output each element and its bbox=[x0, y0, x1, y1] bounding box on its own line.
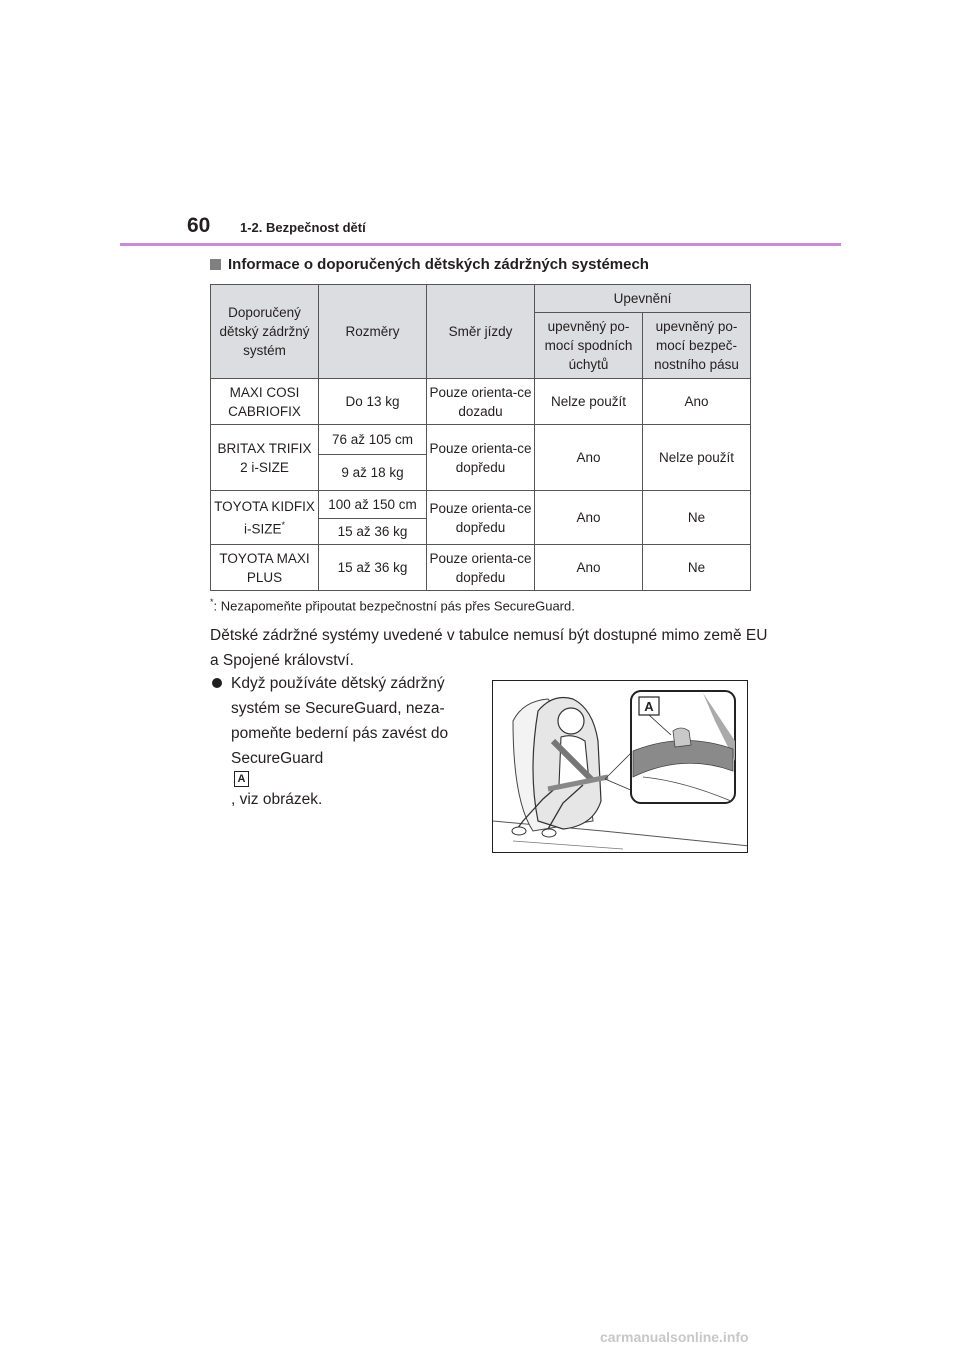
section-heading-text: Informace o doporučených dětských zádržných systémech bbox=[228, 256, 649, 273]
bullet-line-post: , viz obrázek. bbox=[231, 791, 323, 808]
bullet-line: pomeňte bederní pás zavést do bbox=[231, 725, 449, 742]
cell-lower: Ano bbox=[535, 491, 643, 545]
bullet-text bbox=[231, 671, 470, 812]
cell-system: TOYOTA MAXI PLUS bbox=[211, 545, 319, 591]
bullet-line: Když používáte dětský zádržný bbox=[231, 675, 445, 692]
cell-dims: 100 až 150 cm bbox=[319, 491, 427, 519]
cell-belt: Ne bbox=[643, 491, 751, 545]
header-mount-lower: upevněný po-mocí spodních úchytů bbox=[535, 313, 643, 379]
child-seat-illustration bbox=[493, 681, 748, 853]
callout-ref-a: A bbox=[234, 771, 249, 787]
footnote bbox=[210, 597, 575, 613]
footnote-mark: * bbox=[281, 519, 286, 530]
cell-system: MAXI COSI CABRIOFIX bbox=[211, 379, 319, 425]
table-row bbox=[211, 491, 751, 519]
header-system: Doporučený dětský zádržný systém bbox=[211, 285, 319, 379]
bullet-item bbox=[210, 671, 470, 812]
cell-dims: Do 13 kg bbox=[319, 379, 427, 425]
table-row bbox=[211, 425, 751, 455]
footnote-mark: * bbox=[210, 597, 214, 607]
table-row bbox=[211, 379, 751, 425]
header-mounting: Upevnění bbox=[535, 285, 751, 313]
restraint-table bbox=[210, 284, 751, 591]
cell-system: BRITAX TRIFIX 2 i-SIZE bbox=[211, 425, 319, 491]
cell-belt: Nelze použít bbox=[643, 425, 751, 491]
cell-lower: Ano bbox=[535, 425, 643, 491]
cell-direction: Pouze orienta-ce dozadu bbox=[427, 379, 535, 425]
cell-dims: 15 až 36 kg bbox=[319, 545, 427, 591]
square-bullet-icon bbox=[210, 259, 221, 270]
section-heading bbox=[210, 256, 649, 273]
cell-direction: Pouze orienta-ce dopředu bbox=[427, 491, 535, 545]
table-row bbox=[211, 545, 751, 591]
cell-dims: 15 až 36 kg bbox=[319, 519, 427, 545]
cell-belt: Ne bbox=[643, 545, 751, 591]
bullet-line: systém se SecureGuard, neza- bbox=[231, 700, 445, 717]
cell-direction: Pouze orienta-ce dopředu bbox=[427, 545, 535, 591]
cell-belt: Ano bbox=[643, 379, 751, 425]
page-number: 60 bbox=[187, 214, 211, 237]
cell-dims: 76 až 105 cm bbox=[319, 425, 427, 455]
cell-system bbox=[211, 491, 319, 545]
cell-lower: Ano bbox=[535, 545, 643, 591]
header-mount-belt: upevněný po-mocí bezpeč-nostního pásu bbox=[643, 313, 751, 379]
cell-dims: 9 až 18 kg bbox=[319, 455, 427, 491]
cell-system-text: TOYOTA KIDFIX i-SIZE bbox=[214, 498, 315, 537]
bullet-line bbox=[231, 746, 470, 812]
header-direction: Směr jízdy bbox=[427, 285, 535, 379]
table-header-row bbox=[211, 285, 751, 313]
body-paragraph: Dětské zádržné systémy uvedené v tabulce nemusí být dostupné mimo země EU a Spojené království. bbox=[210, 627, 768, 669]
bullet-line-pre: SecureGuard bbox=[231, 750, 324, 767]
header-dimensions: Rozměry bbox=[319, 285, 427, 379]
child-seat-figure bbox=[492, 680, 748, 853]
header-rule bbox=[120, 243, 841, 246]
figure-callout-a: A bbox=[644, 699, 654, 714]
watermark: carmanualsonline.info bbox=[600, 1329, 749, 1345]
bullet-dot-icon bbox=[212, 678, 222, 688]
footnote-text: : Nezapomeňte připoutat bezpečnostní pás přes SecureGuard. bbox=[213, 598, 575, 614]
section-label: 1-2. Bezpečnost dětí bbox=[240, 220, 366, 235]
cell-direction: Pouze orienta-ce dopředu bbox=[427, 425, 535, 491]
cell-lower: Nelze použít bbox=[535, 379, 643, 425]
